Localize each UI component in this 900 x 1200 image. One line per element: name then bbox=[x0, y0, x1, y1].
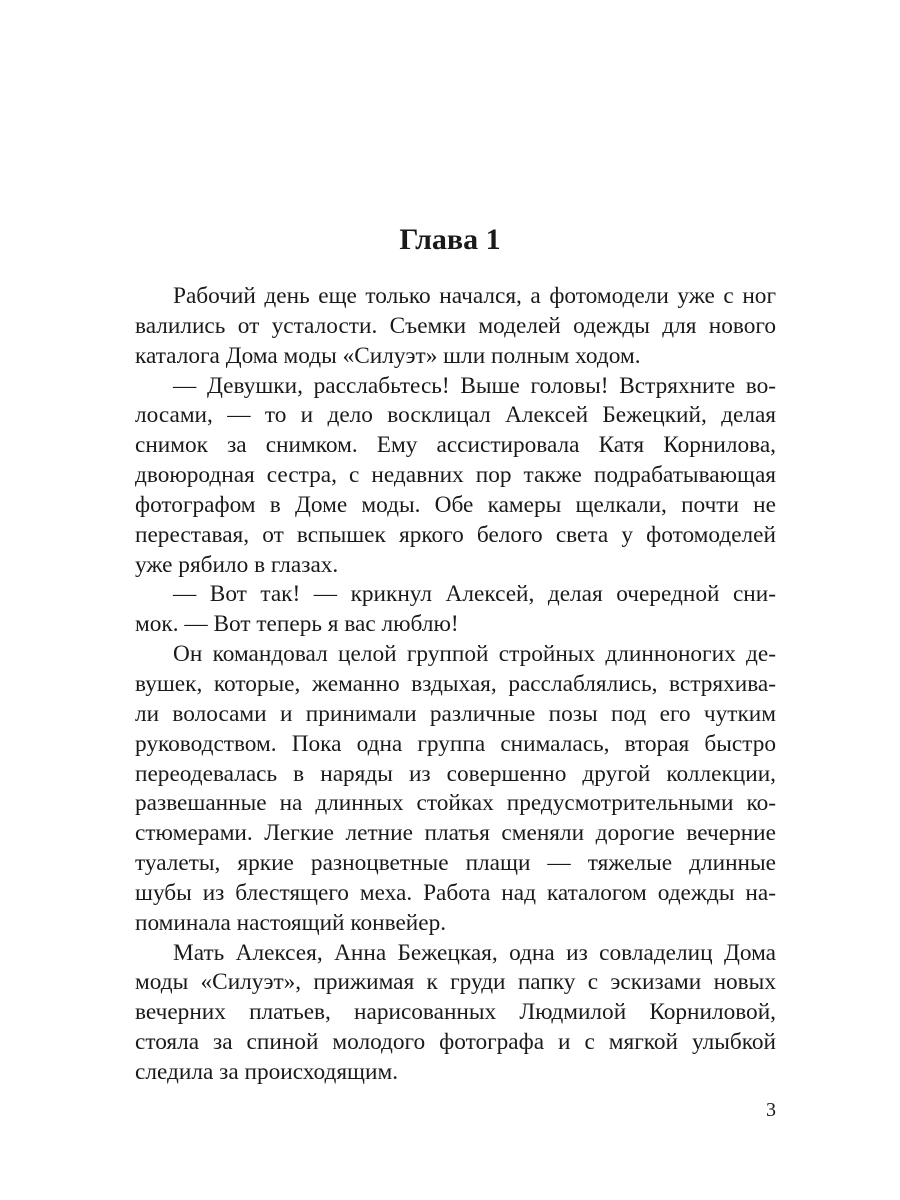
paragraph bbox=[135, 372, 776, 581]
text-line: уже рябило в глазах. bbox=[135, 551, 339, 578]
text-line: поминала настоящий конвейер. bbox=[135, 909, 447, 936]
paragraph bbox=[135, 580, 776, 640]
paragraph bbox=[135, 640, 776, 938]
text-line: фотографом в Доме моды. Обе камеры щелкали, почти не bbox=[135, 491, 776, 518]
text-line: — Вот так! — крикнул Алексей, делая очередной сни- bbox=[173, 581, 776, 608]
text-line: Мать Алексея, Анна Бежецкая, одна из совладелиц Дома bbox=[173, 939, 776, 966]
chapter-text bbox=[135, 282, 776, 1088]
text-line: стояла за спиной молодого фотографа и с мягкой улыбкой bbox=[135, 1029, 776, 1056]
text-line: каталога Дома моды «Силуэт» шли полным ходом. bbox=[135, 342, 641, 369]
text-line: развешанные на длинных стойках предусмотрительными ко- bbox=[135, 790, 776, 817]
text-line: мок. — Вот теперь я вас люблю! bbox=[135, 611, 459, 638]
text-line: ли волосами и принимали различные позы под его чутким bbox=[135, 700, 776, 727]
text-line: руководством. Пока одна группа снималась, вторая быстро bbox=[135, 730, 776, 757]
text-line: вечерних платьев, нарисованных Людмилой Корниловой, bbox=[135, 999, 776, 1026]
text-line: валились от усталости. Съемки моделей одежды для нового bbox=[135, 312, 776, 339]
paragraph bbox=[135, 939, 776, 1088]
paragraph bbox=[135, 282, 776, 372]
text-line: Рабочий день еще только начался, а фотомодели уже с ног bbox=[173, 283, 776, 309]
text-line: вушек, которые, жеманно вздыхая, расслаблялись, встряхива- bbox=[135, 670, 776, 697]
text-line: двоюродная сестра, с недавних пор также подрабатывающая bbox=[135, 462, 776, 489]
text-line: моды «Силуэт», прижимая к груди папку с эскизами новых bbox=[135, 969, 776, 996]
chapter-title: Глава 1 bbox=[399, 223, 501, 256]
text-line: лосами, — то и дело восклицал Алексей Бежецкий, делая bbox=[135, 402, 776, 429]
text-line: следила за происходящим. bbox=[135, 1058, 399, 1085]
text-line: снимок за снимком. Ему ассистировала Катя Корнилова, bbox=[135, 432, 776, 459]
text-line: — Девушки, расслабьтесь! Выше головы! Встряхните во- bbox=[173, 372, 776, 399]
text-line: шубы из блестящего меха. Работа над каталогом одежды на- bbox=[135, 879, 776, 906]
text-line: переодевалась в наряды из совершенно другой коллекции, bbox=[135, 760, 776, 787]
text-line: туалеты, яркие разноцветные плащи — тяжелые длинные bbox=[135, 850, 776, 877]
text-line: переставая, от вспышек яркого белого света у фотомоделей bbox=[135, 521, 776, 548]
text-line: Он командовал целой группой стройных длинноногих де- bbox=[173, 641, 776, 668]
text-line: стюмерами. Легкие летние платья сменяли дорогие вечерние bbox=[135, 820, 776, 847]
page-number: 3 bbox=[766, 1099, 776, 1121]
